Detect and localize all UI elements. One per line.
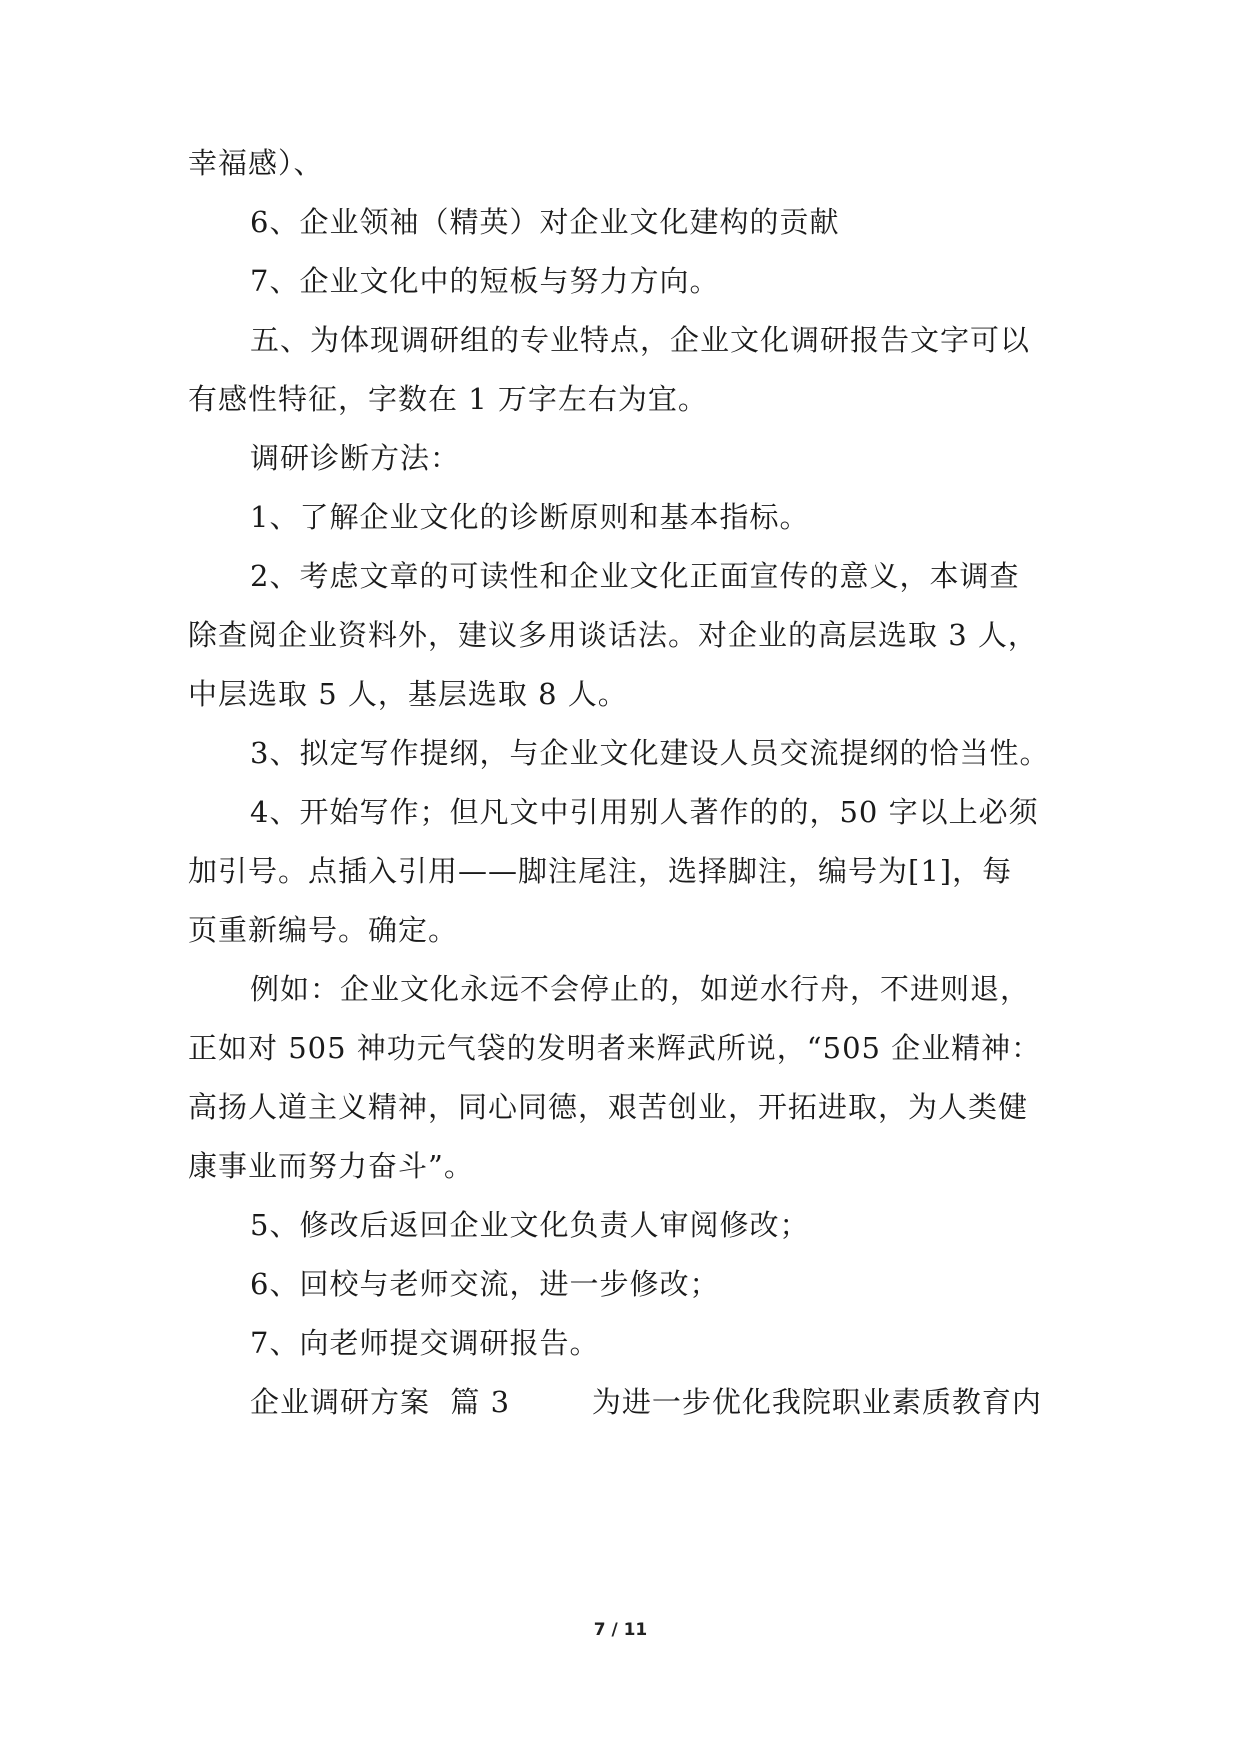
text-line: 五、为体现调研组的专业特点，企业文化调研报告文字可以 <box>250 323 1031 357</box>
text-line: 加引号。点插入引用——脚注尾注，选择脚注，编号为[1]，每 <box>188 854 1013 888</box>
text-line: 6、回校与老师交流，进一步修改； <box>250 1267 720 1301</box>
text-line: 康事业而努力奋斗”。 <box>188 1149 474 1183</box>
text-line: 除查阅企业资料外，建议多用谈话法。对企业的高层选取 3 人， <box>188 618 1038 652</box>
text-line: 企业调研方案 篇 3 为进一步优化我院职业素质教育内 <box>250 1385 1042 1419</box>
text-line: 页重新编号。确定。 <box>188 913 459 947</box>
text-line: 3、拟定写作提纲，与企业文化建设人员交流提纲的恰当性。 <box>250 736 1050 770</box>
text-line: 幸福感）、 <box>188 146 324 180</box>
text-line: 高扬人道主义精神，同心同德，艰苦创业，开拓进取，为人类健 <box>188 1090 1029 1124</box>
text-line: 中层选取 5 人，基层选取 8 人。 <box>188 677 628 711</box>
text-line: 7、企业文化中的短板与努力方向。 <box>250 264 720 298</box>
text-line: 6、企业领袖（精英）对企业文化建构的贡献 <box>250 205 840 239</box>
page-number: 7 / 11 <box>593 1620 648 1640</box>
section-heading: 调研诊断方法： <box>250 441 461 475</box>
text-line: 正如对 505 神功元气袋的发明者来辉武所说，“505 企业精神： <box>188 1031 1042 1065</box>
text-line: 例如：企业文化永远不会停止的，如逆水行舟，不进则退， <box>250 972 1031 1006</box>
text-line: 有感性特征，字数在 1 万字左右为宜。 <box>188 382 708 416</box>
text-line: 5、修改后返回企业文化负责人审阅修改； <box>250 1208 810 1242</box>
text-line: 7、向老师提交调研报告。 <box>250 1326 600 1360</box>
text-line: 2、考虑文章的可读性和企业文化正面宣传的意义，本调查 <box>250 559 1020 593</box>
text-line: 4、开始写作；但凡文中引用别人著作的的，50 字以上必须 <box>250 795 1039 829</box>
text-line: 1、了解企业文化的诊断原则和基本指标。 <box>250 500 810 534</box>
